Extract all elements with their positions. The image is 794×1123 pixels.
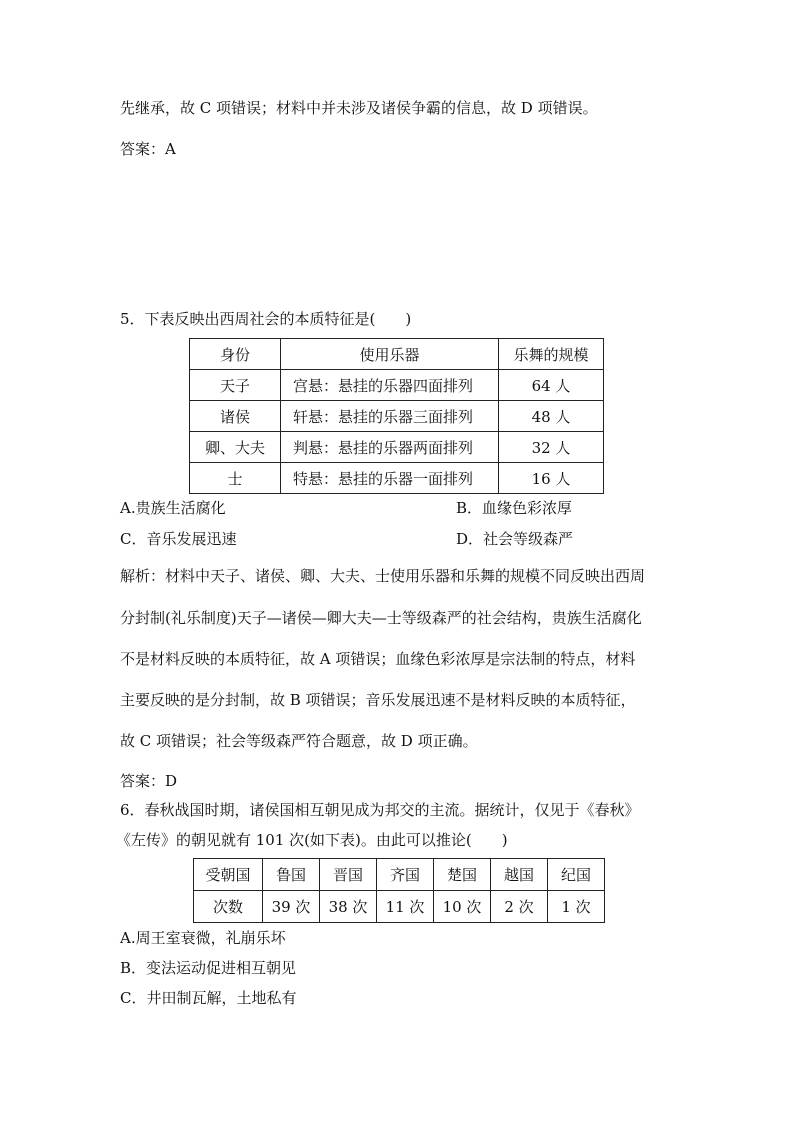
analysis-line: 不是材料反映的本质特征，故 A 项错误；血缘色彩浓厚是宗法制的特点，材料 (120, 650, 636, 668)
table-header-cell: 晋国 (320, 859, 377, 891)
option-d: D．社会等级森严 (456, 530, 574, 548)
table-header-cell: 纪国 (548, 859, 605, 891)
table-cell: 士 (190, 463, 281, 494)
question-6-stem: 《左传》的朝见就有 101 次(如下表)。由此可以推论( ) (116, 831, 508, 849)
answer-label: 答案：D (120, 772, 178, 790)
table-cell: 2 次 (491, 891, 548, 923)
text-line: 先继承，故 C 项错误；材料中并未涉及诸侯争霸的信息，故 D 项错误。 (120, 99, 598, 117)
table-cell: 32 人 (499, 432, 604, 463)
question-5-table (189, 338, 604, 494)
table-row (190, 432, 604, 463)
table-cell: 1 次 (548, 891, 605, 923)
table-header-cell: 鲁国 (263, 859, 320, 891)
table-header-row (194, 859, 605, 891)
question-5-stem: 5．下表反映出西周社会的本质特征是( ) (120, 310, 412, 328)
option-a: A.贵族生活腐化 (120, 499, 226, 517)
option-a: A.周王室衰微，礼崩乐坏 (120, 929, 286, 947)
table-header-cell: 乐舞的规模 (499, 339, 604, 370)
answer-label: 答案：A (120, 140, 176, 158)
table-header-cell: 齐国 (377, 859, 434, 891)
table-header-row (190, 339, 604, 370)
table-header-cell: 受朝国 (194, 859, 263, 891)
table-header-cell: 楚国 (434, 859, 491, 891)
analysis-line: 主要反映的是分封制，故 B 项错误；音乐发展迅速不是材料反映的本质特征， (120, 691, 636, 709)
table-header-cell: 身份 (190, 339, 281, 370)
table-cell: 轩悬：悬挂的乐器三面排列 (281, 401, 499, 432)
table-cell: 卿、大夫 (190, 432, 281, 463)
table-cell: 10 次 (434, 891, 491, 923)
table-cell: 宫悬：悬挂的乐器四面排列 (281, 370, 499, 401)
table-row (190, 463, 604, 494)
table-cell: 11 次 (377, 891, 434, 923)
option-c: C．井田制瓦解，土地私有 (120, 989, 297, 1007)
table-cell: 39 次 (263, 891, 320, 923)
table-cell: 诸侯 (190, 401, 281, 432)
analysis-line: 分封制(礼乐制度)天子—诸侯—卿大夫—士等级森严的社会结构，贵族生活腐化 (120, 609, 642, 627)
table-cell: 64 人 (499, 370, 604, 401)
option-b: B．变法运动促进相互朝见 (120, 959, 297, 977)
table-cell: 特悬：悬挂的乐器一面排列 (281, 463, 499, 494)
question-6-table (193, 858, 605, 923)
table-row (190, 370, 604, 401)
table-header-cell: 越国 (491, 859, 548, 891)
question-6-stem: 6．春秋战国时期，诸侯国相互朝见成为邦交的主流。据统计，仅见于《春秋》 (120, 801, 640, 819)
table-cell: 38 次 (320, 891, 377, 923)
option-b: B．血缘色彩浓厚 (456, 499, 573, 517)
table-header-cell: 使用乐器 (281, 339, 499, 370)
table-row (194, 891, 605, 923)
analysis-line: 故 C 项错误；社会等级森严符合题意，故 D 项正确。 (120, 732, 478, 750)
table-cell: 16 人 (499, 463, 604, 494)
table-cell: 48 人 (499, 401, 604, 432)
table-cell: 次数 (194, 891, 263, 923)
table-row (190, 401, 604, 432)
option-c: C．音乐发展迅速 (120, 530, 237, 548)
table-cell: 判悬：悬挂的乐器两面排列 (281, 432, 499, 463)
analysis-line: 解析：材料中天子、诸侯、卿、大夫、士使用乐器和乐舞的规模不同反映出西周 (120, 567, 646, 585)
table-cell: 天子 (190, 370, 281, 401)
